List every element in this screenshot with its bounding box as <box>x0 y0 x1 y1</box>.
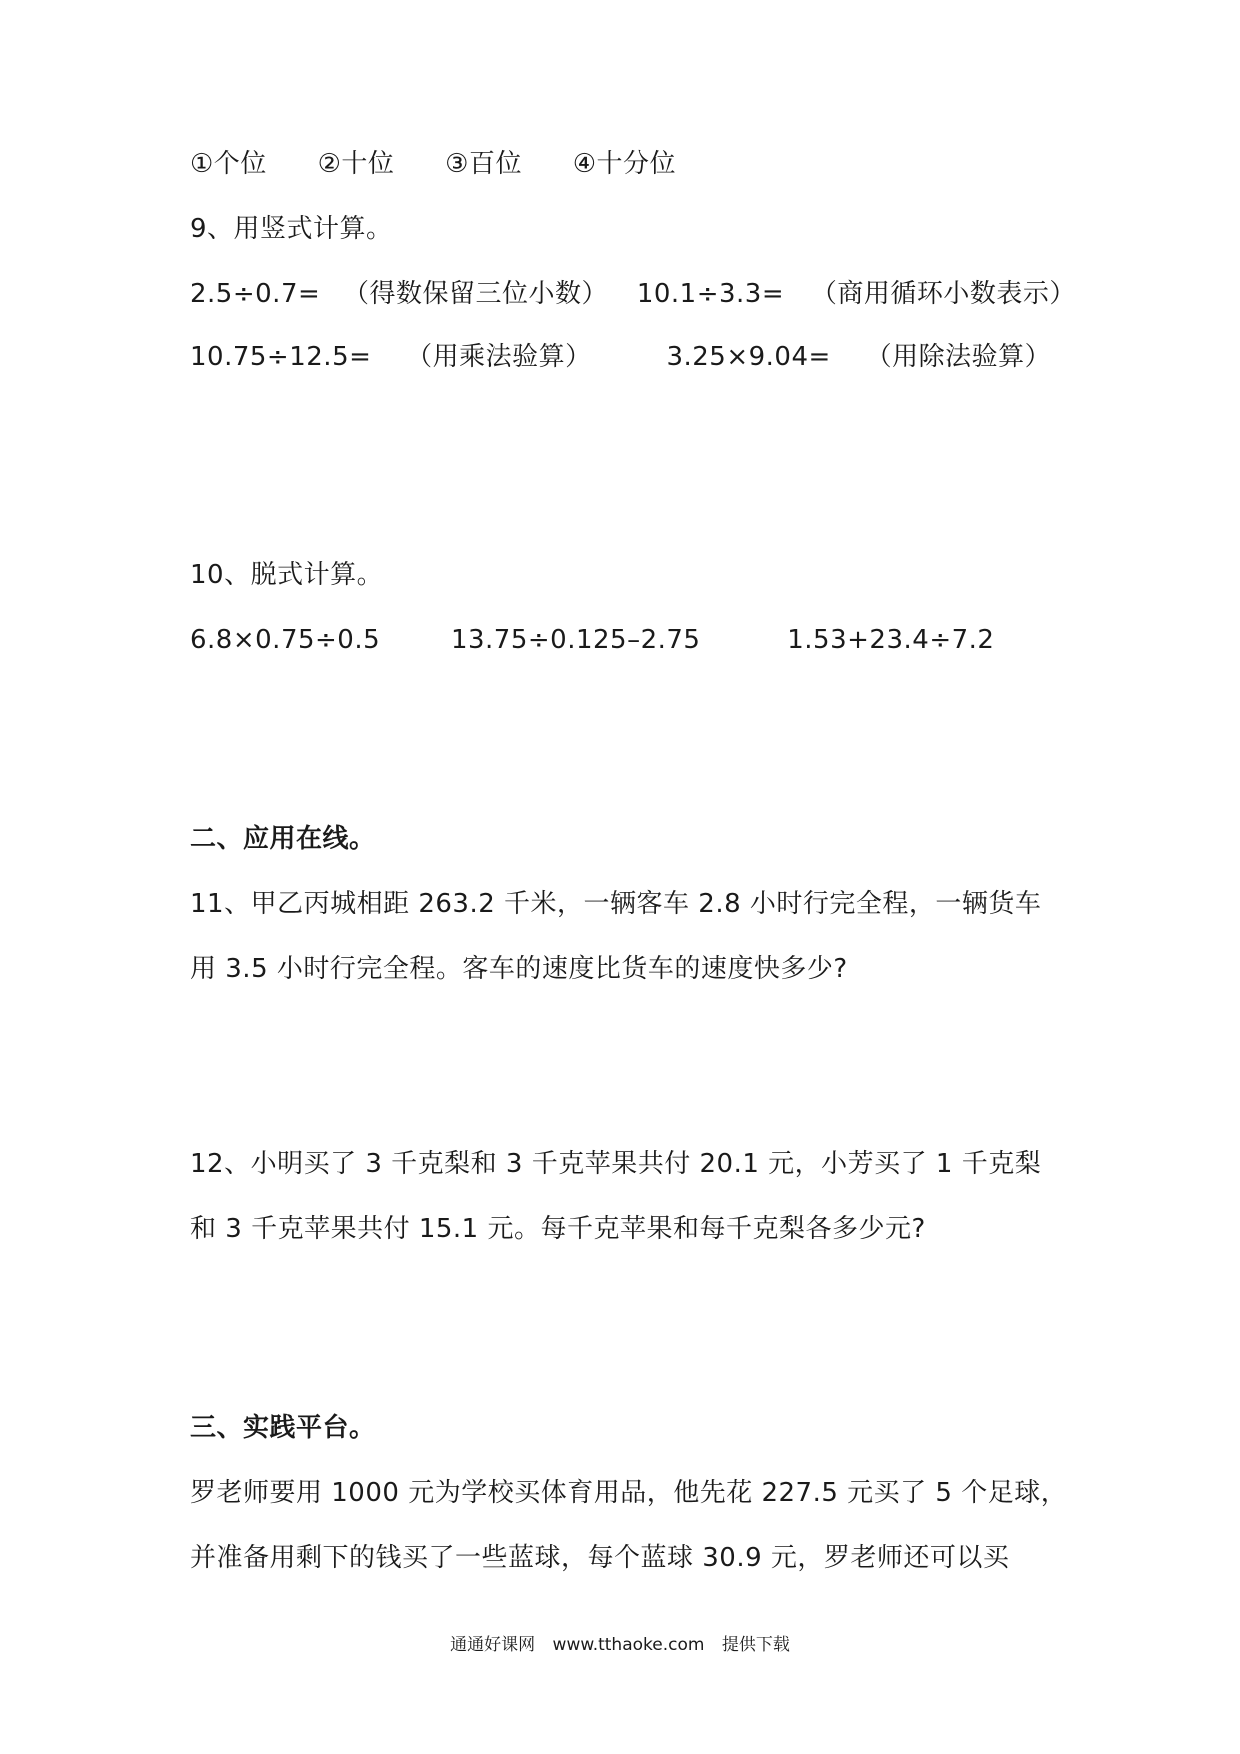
q9-row-2 <box>190 340 1051 374</box>
q10-title: 10、脱式计算。 <box>190 560 384 590</box>
q10-expr-1: 6.8×0.75÷0.5 <box>190 625 381 655</box>
q11-line-2: 用 3.5 小时行完全程。客车的速度比货车的速度快多少? <box>190 954 848 984</box>
option-4: ④十分位 <box>572 149 677 179</box>
section-3-heading: 三、实践平台。 <box>190 1413 376 1443</box>
q9-note-2: （商用循环小数表示） <box>810 279 1076 309</box>
section-3-line-2: 并准备用剩下的钱买了一些蓝球，每个蓝球 30.9 元，罗老师还可以买 <box>190 1543 1010 1573</box>
footer-site-name: 通通好课网 <box>450 1635 536 1655</box>
q9-note-4: （用除法验算） <box>865 342 1052 372</box>
q9-expr-3: 10.75÷12.5= <box>190 342 372 372</box>
q8-options <box>190 147 676 181</box>
q10-expr-2: 13.75÷0.125–2.75 <box>450 625 701 655</box>
q12-line-2: 和 3 千克苹果共付 15.1 元。每千克苹果和每千克梨各多少元? <box>190 1214 926 1244</box>
option-3: ③百位 <box>445 149 522 179</box>
q9-row-1 <box>190 277 1076 311</box>
page-footer <box>0 1633 1240 1657</box>
option-1: ①个位 <box>190 149 267 179</box>
q9-expr-4: 3.25×9.04= <box>666 342 831 372</box>
q9-expr-2: 10.1÷3.3= <box>636 279 785 309</box>
section-3-line-1: 罗老师要用 1000 元为学校买体育用品，他先花 227.5 元买了 5 个足球， <box>190 1478 1068 1508</box>
q9-note-3: （用乘法验算） <box>406 342 592 372</box>
q9-title: 9、用竖式计算。 <box>190 214 393 244</box>
q10-exprs <box>190 623 994 657</box>
q12-line-1: 12、小明买了 3 千克梨和 3 千克苹果共付 20.1 元，小芳买了 1 千克梨 <box>190 1149 1042 1179</box>
section-2-heading: 二、应用在线。 <box>190 824 376 854</box>
footer-suffix: 提供下载 <box>721 1635 790 1655</box>
q9-note-1: （得数保留三位小数） <box>343 279 609 309</box>
q9-expr-1: 2.5÷0.7= <box>190 279 321 309</box>
q10-expr-3: 1.53+23.4÷7.2 <box>787 625 995 655</box>
footer-url[interactable]: www.tthaoke.com <box>552 1635 705 1655</box>
q11-line-1: 11、甲乙丙城相距 263.2 千米，一辆客车 2.8 小时行完全程，一辆货车 <box>190 889 1042 919</box>
option-2: ②十位 <box>317 149 395 179</box>
